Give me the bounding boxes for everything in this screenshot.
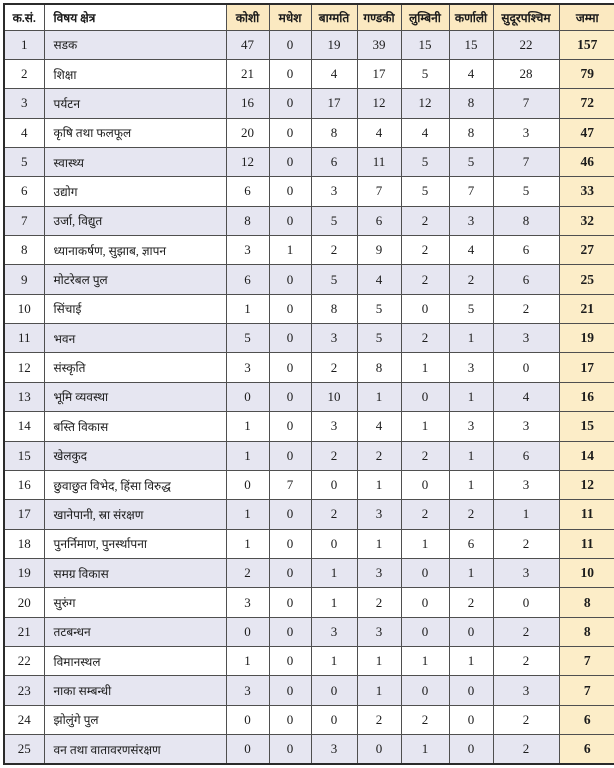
- table-row: [4, 529, 614, 558]
- cell-sn: 17: [4, 500, 44, 529]
- cell-karnali: 1: [449, 470, 493, 499]
- cell-karnali: 6: [449, 529, 493, 558]
- cell-karnali: 0: [449, 735, 493, 764]
- table-row: [4, 412, 614, 441]
- cell-total: 17: [559, 353, 614, 382]
- cell-subject: तटबन्धन: [44, 617, 226, 646]
- cell-lumbini: 0: [401, 382, 449, 411]
- cell-sn: 7: [4, 206, 44, 235]
- cell-bagmati: 2: [311, 500, 357, 529]
- cell-total: 32: [559, 206, 614, 235]
- cell-bagmati: 2: [311, 236, 357, 265]
- cell-subject: शिक्षा: [44, 59, 226, 88]
- cell-gandaki: 17: [357, 59, 401, 88]
- cell-koshi: 8: [226, 206, 269, 235]
- cell-bagmati: 2: [311, 353, 357, 382]
- column-header-sudurpashchim: सुदूरपश्चिम: [493, 4, 559, 30]
- cell-koshi: 5: [226, 324, 269, 353]
- cell-madhesh: 0: [269, 382, 311, 411]
- cell-gandaki: 4: [357, 118, 401, 147]
- cell-madhesh: 0: [269, 441, 311, 470]
- cell-total: 16: [559, 382, 614, 411]
- cell-madhesh: 0: [269, 118, 311, 147]
- cell-koshi: 1: [226, 412, 269, 441]
- cell-koshi: 0: [226, 705, 269, 734]
- cell-sudurpashchim: 2: [493, 529, 559, 558]
- cell-sn: 1: [4, 30, 44, 59]
- cell-subject: स्वास्थ्य: [44, 147, 226, 176]
- cell-gandaki: 1: [357, 382, 401, 411]
- cell-gandaki: 1: [357, 647, 401, 676]
- cell-subject: खानेपानी, स्रा संरक्षण: [44, 500, 226, 529]
- cell-koshi: 1: [226, 647, 269, 676]
- cell-bagmati: 2: [311, 441, 357, 470]
- cell-koshi: 1: [226, 294, 269, 323]
- cell-koshi: 2: [226, 558, 269, 587]
- cell-koshi: 0: [226, 735, 269, 764]
- cell-gandaki: 2: [357, 588, 401, 617]
- cell-karnali: 8: [449, 89, 493, 118]
- table-header: [4, 4, 614, 30]
- cell-sudurpashchim: 1: [493, 500, 559, 529]
- cell-gandaki: 3: [357, 500, 401, 529]
- cell-lumbini: 2: [401, 441, 449, 470]
- cell-subject: पुनर्निमाण, पुनर्स्थापना: [44, 529, 226, 558]
- column-header-gandaki: गण्डकी: [357, 4, 401, 30]
- column-header-madhesh: मधेश: [269, 4, 311, 30]
- cell-lumbini: 5: [401, 59, 449, 88]
- cell-subject: कृषि तथा फलफूल: [44, 118, 226, 147]
- table-row: [4, 324, 614, 353]
- cell-koshi: 1: [226, 500, 269, 529]
- cell-gandaki: 2: [357, 705, 401, 734]
- subject-province-summary-table: [3, 3, 614, 765]
- cell-sn: 3: [4, 89, 44, 118]
- cell-lumbini: 0: [401, 294, 449, 323]
- cell-madhesh: 0: [269, 206, 311, 235]
- cell-sudurpashchim: 2: [493, 294, 559, 323]
- cell-bagmati: 1: [311, 647, 357, 676]
- cell-koshi: 1: [226, 441, 269, 470]
- cell-sudurpashchim: 6: [493, 441, 559, 470]
- cell-gandaki: 5: [357, 324, 401, 353]
- cell-total: 6: [559, 735, 614, 764]
- cell-gandaki: 3: [357, 558, 401, 587]
- cell-madhesh: 0: [269, 647, 311, 676]
- table-row: [4, 382, 614, 411]
- cell-karnali: 3: [449, 206, 493, 235]
- cell-total: 8: [559, 588, 614, 617]
- cell-total: 46: [559, 147, 614, 176]
- cell-madhesh: 0: [269, 294, 311, 323]
- cell-sudurpashchim: 5: [493, 177, 559, 206]
- cell-sn: 10: [4, 294, 44, 323]
- cell-bagmati: 0: [311, 676, 357, 705]
- cell-madhesh: 0: [269, 324, 311, 353]
- cell-bagmati: 3: [311, 324, 357, 353]
- cell-madhesh: 0: [269, 147, 311, 176]
- cell-bagmati: 4: [311, 59, 357, 88]
- cell-lumbini: 2: [401, 500, 449, 529]
- cell-karnali: 2: [449, 265, 493, 294]
- cell-lumbini: 1: [401, 735, 449, 764]
- cell-karnali: 7: [449, 177, 493, 206]
- cell-bagmati: 17: [311, 89, 357, 118]
- cell-madhesh: 0: [269, 588, 311, 617]
- cell-gandaki: 0: [357, 735, 401, 764]
- cell-gandaki: 9: [357, 236, 401, 265]
- cell-subject: मोटरेबल पुल: [44, 265, 226, 294]
- cell-madhesh: 0: [269, 30, 311, 59]
- cell-sudurpashchim: 4: [493, 382, 559, 411]
- cell-koshi: 20: [226, 118, 269, 147]
- table-row: [4, 500, 614, 529]
- cell-subject: समग्र विकास: [44, 558, 226, 587]
- cell-bagmati: 8: [311, 118, 357, 147]
- table-row: [4, 265, 614, 294]
- table-row: [4, 236, 614, 265]
- cell-karnali: 8: [449, 118, 493, 147]
- cell-bagmati: 0: [311, 470, 357, 499]
- table-row: [4, 59, 614, 88]
- cell-koshi: 6: [226, 177, 269, 206]
- cell-total: 79: [559, 59, 614, 88]
- cell-sudurpashchim: 0: [493, 353, 559, 382]
- table-row: [4, 735, 614, 764]
- cell-subject: सडक: [44, 30, 226, 59]
- cell-sudurpashchim: 3: [493, 324, 559, 353]
- cell-sn: 4: [4, 118, 44, 147]
- cell-madhesh: 1: [269, 236, 311, 265]
- table-row: [4, 294, 614, 323]
- cell-sudurpashchim: 6: [493, 236, 559, 265]
- cell-sn: 23: [4, 676, 44, 705]
- cell-total: 19: [559, 324, 614, 353]
- cell-sudurpashchim: 0: [493, 588, 559, 617]
- cell-sn: 6: [4, 177, 44, 206]
- cell-gandaki: 6: [357, 206, 401, 235]
- cell-total: 33: [559, 177, 614, 206]
- table-row: [4, 89, 614, 118]
- cell-lumbini: 1: [401, 529, 449, 558]
- table-row: [4, 118, 614, 147]
- cell-karnali: 0: [449, 705, 493, 734]
- cell-koshi: 12: [226, 147, 269, 176]
- column-header-subject: विषय क्षेत्र: [44, 4, 226, 30]
- cell-total: 15: [559, 412, 614, 441]
- cell-madhesh: 0: [269, 705, 311, 734]
- cell-sudurpashchim: 8: [493, 206, 559, 235]
- cell-bagmati: 0: [311, 529, 357, 558]
- cell-madhesh: 0: [269, 500, 311, 529]
- cell-lumbini: 0: [401, 676, 449, 705]
- cell-madhesh: 0: [269, 676, 311, 705]
- column-header-sn: क.सं.: [4, 4, 44, 30]
- cell-subject: भवन: [44, 324, 226, 353]
- cell-sudurpashchim: 22: [493, 30, 559, 59]
- cell-sn: 12: [4, 353, 44, 382]
- table-row: [4, 470, 614, 499]
- cell-sudurpashchim: 3: [493, 470, 559, 499]
- cell-karnali: 15: [449, 30, 493, 59]
- column-header-karnali: कर्णाली: [449, 4, 493, 30]
- cell-karnali: 0: [449, 676, 493, 705]
- cell-bagmati: 19: [311, 30, 357, 59]
- cell-total: 25: [559, 265, 614, 294]
- cell-madhesh: 0: [269, 617, 311, 646]
- cell-sn: 21: [4, 617, 44, 646]
- cell-madhesh: 0: [269, 412, 311, 441]
- table-row: [4, 705, 614, 734]
- cell-bagmati: 5: [311, 206, 357, 235]
- cell-bagmati: 3: [311, 735, 357, 764]
- cell-gandaki: 5: [357, 294, 401, 323]
- cell-total: 8: [559, 617, 614, 646]
- column-header-total: जम्मा: [559, 4, 614, 30]
- cell-bagmati: 10: [311, 382, 357, 411]
- table-row: [4, 647, 614, 676]
- cell-lumbini: 0: [401, 558, 449, 587]
- cell-subject: विमानस्थल: [44, 647, 226, 676]
- cell-lumbini: 2: [401, 705, 449, 734]
- cell-bagmati: 6: [311, 147, 357, 176]
- cell-subject: सुरुंग: [44, 588, 226, 617]
- cell-bagmati: 3: [311, 617, 357, 646]
- cell-sn: 18: [4, 529, 44, 558]
- cell-subject: पर्यटन: [44, 89, 226, 118]
- cell-sudurpashchim: 2: [493, 705, 559, 734]
- cell-sn: 25: [4, 735, 44, 764]
- table-body: [4, 30, 614, 764]
- cell-karnali: 5: [449, 147, 493, 176]
- cell-sn: 9: [4, 265, 44, 294]
- cell-karnali: 2: [449, 500, 493, 529]
- cell-total: 14: [559, 441, 614, 470]
- cell-koshi: 3: [226, 676, 269, 705]
- cell-lumbini: 4: [401, 118, 449, 147]
- cell-sudurpashchim: 3: [493, 676, 559, 705]
- cell-sn: 22: [4, 647, 44, 676]
- cell-total: 12: [559, 470, 614, 499]
- cell-gandaki: 1: [357, 529, 401, 558]
- cell-sudurpashchim: 3: [493, 558, 559, 587]
- cell-lumbini: 1: [401, 412, 449, 441]
- cell-sudurpashchim: 3: [493, 412, 559, 441]
- cell-madhesh: 0: [269, 265, 311, 294]
- cell-sn: 13: [4, 382, 44, 411]
- cell-sn: 8: [4, 236, 44, 265]
- cell-total: 10: [559, 558, 614, 587]
- cell-gandaki: 4: [357, 265, 401, 294]
- cell-gandaki: 1: [357, 470, 401, 499]
- cell-lumbini: 12: [401, 89, 449, 118]
- cell-koshi: 47: [226, 30, 269, 59]
- cell-total: 157: [559, 30, 614, 59]
- cell-lumbini: 2: [401, 324, 449, 353]
- cell-sudurpashchim: 6: [493, 265, 559, 294]
- cell-koshi: 1: [226, 529, 269, 558]
- cell-subject: छुवाछुत विभेद, हिंसा विरुद्ध: [44, 470, 226, 499]
- cell-subject: ध्यानाकर्षण, सुझाब, ज्ञापन: [44, 236, 226, 265]
- cell-total: 6: [559, 705, 614, 734]
- cell-total: 7: [559, 647, 614, 676]
- cell-koshi: 16: [226, 89, 269, 118]
- cell-madhesh: 7: [269, 470, 311, 499]
- cell-madhesh: 0: [269, 59, 311, 88]
- cell-subject: भूमि व्यवस्था: [44, 382, 226, 411]
- cell-sudurpashchim: 3: [493, 118, 559, 147]
- cell-bagmati: 3: [311, 177, 357, 206]
- cell-bagmati: 0: [311, 705, 357, 734]
- column-header-lumbini: लुम्बिनी: [401, 4, 449, 30]
- cell-karnali: 1: [449, 647, 493, 676]
- cell-koshi: 0: [226, 617, 269, 646]
- cell-karnali: 0: [449, 617, 493, 646]
- cell-karnali: 1: [449, 324, 493, 353]
- table-row: [4, 206, 614, 235]
- cell-gandaki: 39: [357, 30, 401, 59]
- cell-sn: 24: [4, 705, 44, 734]
- cell-subject: झोलुंगे पुल: [44, 705, 226, 734]
- table-row: [4, 558, 614, 587]
- cell-total: 27: [559, 236, 614, 265]
- cell-bagmati: 1: [311, 558, 357, 587]
- cell-bagmati: 5: [311, 265, 357, 294]
- cell-sn: 20: [4, 588, 44, 617]
- cell-sudurpashchim: 2: [493, 647, 559, 676]
- table-row: [4, 177, 614, 206]
- cell-subject: नाका सम्बन्धी: [44, 676, 226, 705]
- cell-madhesh: 0: [269, 529, 311, 558]
- cell-lumbini: 0: [401, 588, 449, 617]
- column-header-koshi: कोशी: [226, 4, 269, 30]
- cell-sudurpashchim: 2: [493, 617, 559, 646]
- table-row: [4, 30, 614, 59]
- cell-madhesh: 0: [269, 558, 311, 587]
- cell-lumbini: 2: [401, 236, 449, 265]
- cell-sudurpashchim: 7: [493, 89, 559, 118]
- cell-total: 11: [559, 500, 614, 529]
- cell-koshi: 3: [226, 588, 269, 617]
- cell-sn: 5: [4, 147, 44, 176]
- cell-koshi: 3: [226, 236, 269, 265]
- cell-subject: उद्योग: [44, 177, 226, 206]
- cell-lumbini: 1: [401, 353, 449, 382]
- cell-subject: उर्जा, विद्युत: [44, 206, 226, 235]
- cell-sudurpashchim: 7: [493, 147, 559, 176]
- cell-sn: 11: [4, 324, 44, 353]
- cell-koshi: 21: [226, 59, 269, 88]
- cell-sudurpashchim: 28: [493, 59, 559, 88]
- cell-gandaki: 3: [357, 617, 401, 646]
- column-header-bagmati: बाग्मति: [311, 4, 357, 30]
- cell-bagmati: 8: [311, 294, 357, 323]
- cell-sn: 19: [4, 558, 44, 587]
- cell-gandaki: 2: [357, 441, 401, 470]
- cell-lumbini: 15: [401, 30, 449, 59]
- header-row: [4, 4, 614, 30]
- cell-lumbini: 2: [401, 206, 449, 235]
- cell-gandaki: 11: [357, 147, 401, 176]
- table-row: [4, 147, 614, 176]
- cell-subject: बस्ति विकास: [44, 412, 226, 441]
- cell-total: 21: [559, 294, 614, 323]
- cell-madhesh: 0: [269, 735, 311, 764]
- cell-koshi: 6: [226, 265, 269, 294]
- cell-karnali: 1: [449, 558, 493, 587]
- cell-koshi: 0: [226, 470, 269, 499]
- cell-karnali: 3: [449, 412, 493, 441]
- table-row: [4, 676, 614, 705]
- cell-karnali: 4: [449, 59, 493, 88]
- table-row: [4, 617, 614, 646]
- cell-lumbini: 1: [401, 647, 449, 676]
- cell-karnali: 5: [449, 294, 493, 323]
- table-row: [4, 588, 614, 617]
- cell-madhesh: 0: [269, 177, 311, 206]
- cell-koshi: 0: [226, 382, 269, 411]
- cell-madhesh: 0: [269, 353, 311, 382]
- cell-bagmati: 3: [311, 412, 357, 441]
- table-row: [4, 441, 614, 470]
- cell-sn: 2: [4, 59, 44, 88]
- cell-lumbini: 5: [401, 147, 449, 176]
- cell-gandaki: 7: [357, 177, 401, 206]
- cell-gandaki: 4: [357, 412, 401, 441]
- cell-lumbini: 5: [401, 177, 449, 206]
- cell-total: 7: [559, 676, 614, 705]
- cell-sn: 16: [4, 470, 44, 499]
- cell-koshi: 3: [226, 353, 269, 382]
- cell-subject: सिंचाई: [44, 294, 226, 323]
- cell-karnali: 3: [449, 353, 493, 382]
- cell-gandaki: 8: [357, 353, 401, 382]
- cell-karnali: 1: [449, 441, 493, 470]
- cell-total: 72: [559, 89, 614, 118]
- cell-karnali: 2: [449, 588, 493, 617]
- cell-karnali: 1: [449, 382, 493, 411]
- cell-lumbini: 0: [401, 617, 449, 646]
- cell-gandaki: 12: [357, 89, 401, 118]
- cell-lumbini: 2: [401, 265, 449, 294]
- cell-subject: वन तथा वातावरणसंरक्षण: [44, 735, 226, 764]
- cell-total: 11: [559, 529, 614, 558]
- cell-gandaki: 1: [357, 676, 401, 705]
- cell-lumbini: 0: [401, 470, 449, 499]
- cell-madhesh: 0: [269, 89, 311, 118]
- cell-subject: संस्कृति: [44, 353, 226, 382]
- cell-bagmati: 1: [311, 588, 357, 617]
- cell-total: 47: [559, 118, 614, 147]
- table-row: [4, 353, 614, 382]
- cell-subject: खेलकुद: [44, 441, 226, 470]
- cell-sudurpashchim: 2: [493, 735, 559, 764]
- cell-sn: 14: [4, 412, 44, 441]
- cell-karnali: 4: [449, 236, 493, 265]
- cell-sn: 15: [4, 441, 44, 470]
